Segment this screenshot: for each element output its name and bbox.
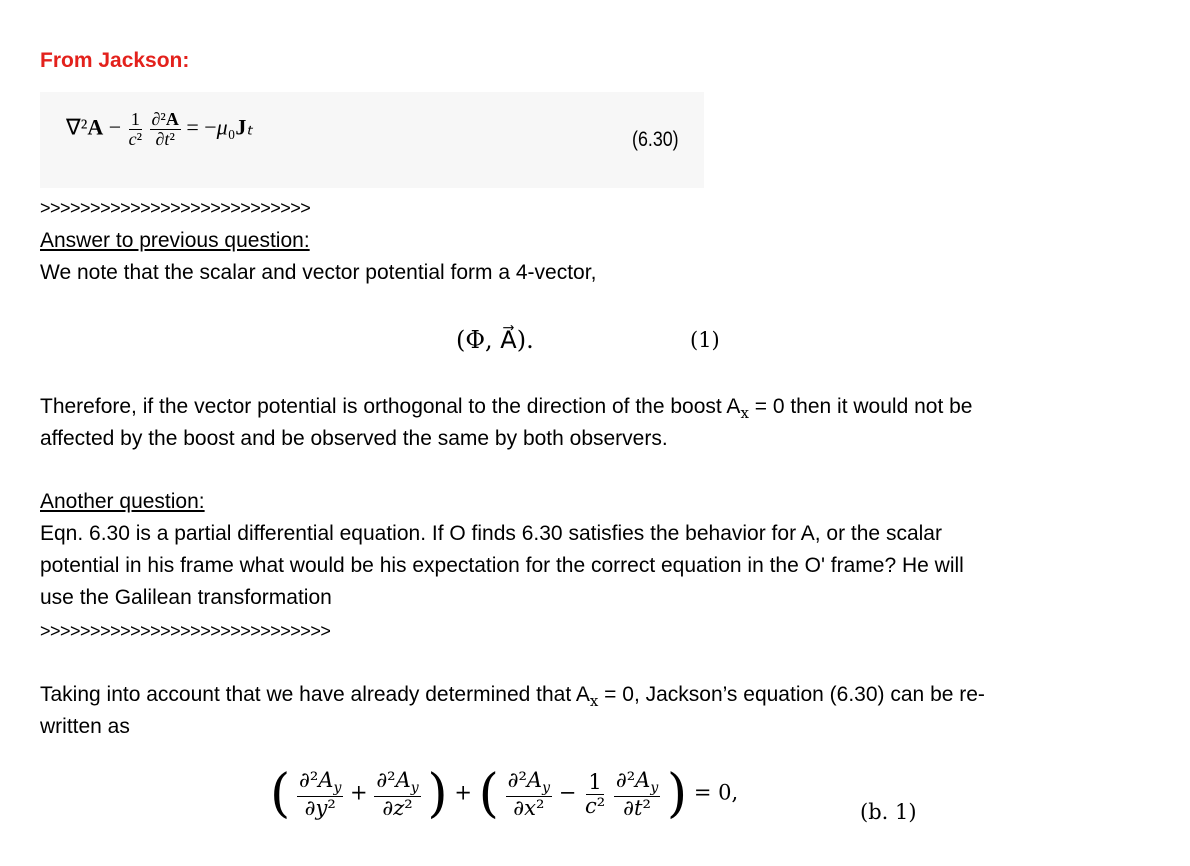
- section-title-answer: Answer to previous question:: [40, 229, 310, 252]
- wave-equation-b1: ( $\frac{\partial^2A_y}{\text{∂y²}}$ + $\frac{\partial^2A_y}{\text{∂z²}}$ ) + ( $\frac{\partial^2A_y}{\text{∂x²}}$ − $\frac{1}{\text{c²}}$ $\frac{\partial^2A_y}{\text{∂t²}}$ ) = 0,: [270, 764, 739, 824]
- heading: From Jackson:: [40, 49, 190, 72]
- answer-paragraph-line-1: Therefore, if the vector potential is orthogonal to the direction of the boost $A_x = 0$ then it would not be: [40, 395, 973, 423]
- jackson-equation: ∇²A − $\frac{1}{\text{c²}}$ $\frac{\text{∂²A}}{\text{∂t²}}$ = −μ₀Jₜ: [66, 109, 253, 149]
- derivation-line-1: Taking into account that we have already determined that $A_x = 0$, Jackson’s equation (6.30) can be re-: [40, 683, 985, 711]
- question-line-1: Eqn. 6.30 is a partial differential equation. If O finds 6.30 satisfies the behavior for A, or the scalar: [40, 522, 942, 545]
- separator: >>>>>>>>>>>>>>>>>>>>>>>>>>>>>: [40, 621, 331, 641]
- question-line-2: potential in his frame what would be his expectation for the correct equation in the O' frame? He will: [40, 554, 964, 577]
- section-title-another-question: Another question:: [40, 490, 205, 513]
- equation-number-1: (1): [690, 328, 720, 352]
- answer-line-1: We note that the scalar and vector potential form a 4-vector,: [40, 261, 597, 284]
- four-vector-equation: (Φ, A⃗).: [456, 326, 534, 354]
- jackson-equation-number: (6.30): [632, 128, 679, 151]
- answer-paragraph-line-2: affected by the boost and be observed the same by both observers.: [40, 427, 668, 450]
- separator: >>>>>>>>>>>>>>>>>>>>>>>>>>>: [40, 198, 311, 218]
- question-line-3: use the Galilean transformation: [40, 586, 332, 609]
- derivation-line-2: written as: [40, 715, 130, 738]
- jackson-equation-image: [40, 92, 704, 188]
- equation-number-b1: (b. 1): [860, 800, 917, 824]
